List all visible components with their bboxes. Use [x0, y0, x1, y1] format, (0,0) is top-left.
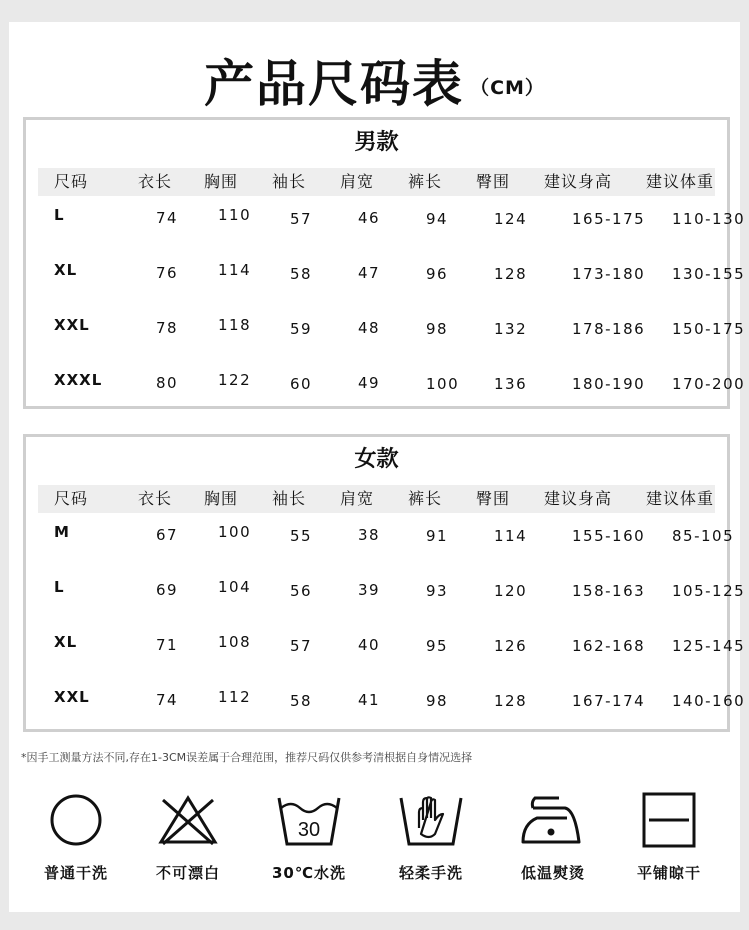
column-header: 裤长: [408, 172, 443, 191]
wash-temperature: 30: [297, 819, 321, 841]
column-header: 建议体重: [646, 172, 715, 191]
table-cell: 167-174: [572, 692, 646, 710]
size-chart-sheet: [9, 22, 746, 912]
care-item-no-bleach: [133, 790, 243, 890]
table-cell: 136: [494, 375, 528, 393]
table-cell: 85-105: [672, 527, 735, 545]
men-table-title: 男款: [354, 130, 399, 155]
table-cell: 158-163: [572, 582, 646, 600]
size-cell: XXXL: [54, 371, 103, 389]
table-cell: 125-145: [672, 637, 746, 655]
size-cell: XXL: [54, 688, 90, 706]
table-cell: 46: [358, 209, 381, 227]
table-cell: 93: [426, 582, 449, 600]
table-cell: 170-200: [672, 375, 746, 393]
table-cell: 94: [426, 210, 449, 228]
care-item-low-iron: [498, 790, 608, 890]
column-header: 袖长: [272, 172, 307, 191]
care-label: 30℃水洗: [271, 864, 347, 882]
title-unit: （CM）: [470, 76, 545, 99]
women-size-table: [23, 434, 746, 732]
table-cell: 98: [426, 692, 449, 710]
table-cell: 47: [358, 264, 381, 282]
washtub-30-icon: [273, 790, 345, 850]
title-text: 产品尺码表: [204, 55, 465, 113]
table-cell: 110: [218, 206, 252, 224]
table-cell: 58: [290, 692, 313, 710]
table-cell: 69: [156, 581, 179, 599]
table-cell: 80: [156, 374, 179, 392]
table-cell: 41: [358, 691, 381, 709]
table-cell: 59: [290, 320, 313, 338]
table-cell: 173-180: [572, 265, 646, 283]
women-table-title: 女款: [354, 447, 399, 472]
crossed-triangle-no-bleach-icon: [153, 790, 223, 850]
column-header: 袖长: [272, 489, 307, 508]
table-cell: 120: [494, 582, 528, 600]
table-cell: 57: [290, 637, 313, 655]
column-header: 建议身高: [544, 489, 613, 508]
column-header: 建议体重: [646, 489, 715, 508]
care-item-hand-wash: [376, 790, 486, 890]
table-cell: 105-125: [672, 582, 746, 600]
size-cell: L: [54, 578, 65, 596]
table-cell: 150-175: [672, 320, 746, 338]
size-cell: XL: [54, 261, 78, 279]
care-item-wash-30: [254, 790, 364, 890]
table-cell: 67: [156, 526, 179, 544]
table-cell: 118: [218, 316, 252, 334]
table-cell: 128: [494, 692, 528, 710]
table-cell: 57: [290, 210, 313, 228]
size-cell: M: [54, 523, 70, 541]
table-cell: 165-175: [572, 210, 646, 228]
column-header: 尺码: [54, 489, 89, 508]
table-cell: 49: [358, 374, 381, 392]
table-cell: 140-160: [672, 692, 746, 710]
table-cell: 55: [290, 527, 313, 545]
column-header: 胸围: [204, 172, 239, 191]
table-cell: 74: [156, 691, 179, 709]
column-header: 臀围: [476, 489, 511, 508]
table-cell: 108: [218, 633, 252, 651]
table-cell: 124: [494, 210, 528, 228]
column-header: 臀围: [476, 172, 511, 191]
column-header: 肩宽: [340, 172, 375, 191]
column-header: 衣长: [138, 172, 173, 191]
table-cell: 40: [358, 636, 381, 654]
hand-wash-icon: [395, 790, 467, 850]
table-cell: 122: [218, 371, 252, 389]
care-item-flat-dry: [614, 790, 724, 890]
table-cell: 100: [426, 375, 460, 393]
table-cell: 114: [494, 527, 528, 545]
table-cell: 71: [156, 636, 179, 654]
men-table-header: [38, 168, 715, 196]
column-header: 尺码: [54, 172, 89, 191]
table-cell: 76: [156, 264, 179, 282]
care-label: 不可漂白: [155, 864, 220, 882]
table-cell: 100: [218, 523, 252, 541]
column-header: 胸围: [204, 489, 239, 508]
column-header: 建议身高: [544, 172, 613, 191]
size-cell: L: [54, 206, 65, 224]
table-cell: 38: [358, 526, 381, 544]
table-cell: 128: [494, 265, 528, 283]
table-cell: 39: [358, 581, 381, 599]
table-cell: 78: [156, 319, 179, 337]
care-item-dry-clean: [21, 790, 131, 890]
column-header: 衣长: [138, 489, 173, 508]
table-cell: 74: [156, 209, 179, 227]
column-header: 肩宽: [340, 489, 375, 508]
table-cell: 180-190: [572, 375, 646, 393]
table-cell: 56: [290, 582, 313, 600]
table-cell: 91: [426, 527, 449, 545]
flat-dry-icon: [639, 790, 699, 850]
table-cell: 110-130: [672, 210, 746, 228]
men-size-table: [23, 117, 746, 409]
size-cell: XXL: [54, 316, 90, 334]
care-label: 轻柔手洗: [398, 864, 463, 882]
column-header: 裤长: [408, 489, 443, 508]
page-title: [9, 54, 740, 118]
table-cell: 114: [218, 261, 252, 279]
table-cell: 58: [290, 265, 313, 283]
table-cell: 162-168: [572, 637, 646, 655]
table-cell: 155-160: [572, 527, 646, 545]
measurement-note: *因手工测量方法不同,存在1-3CM误差属于合理范围，推荐尺码仅供参考清根据自身情况选择: [21, 751, 473, 764]
table-cell: 98: [426, 320, 449, 338]
table-cell: 126: [494, 637, 528, 655]
care-label: 普通干洗: [43, 864, 108, 882]
table-cell: 112: [218, 688, 252, 706]
table-cell: 48: [358, 319, 381, 337]
table-cell: 60: [290, 375, 313, 393]
table-cell: 95: [426, 637, 449, 655]
iron-low-icon: [515, 790, 591, 850]
women-table-header: [38, 485, 715, 513]
table-cell: 104: [218, 578, 252, 596]
table-cell: 132: [494, 320, 528, 338]
table-cell: 96: [426, 265, 449, 283]
circle-dry-clean-icon: [46, 790, 106, 850]
care-label: 低温熨烫: [520, 864, 585, 882]
size-cell: XL: [54, 633, 78, 651]
table-cell: 130-155: [672, 265, 746, 283]
care-label: 平铺晾干: [636, 864, 701, 882]
table-cell: 178-186: [572, 320, 646, 338]
